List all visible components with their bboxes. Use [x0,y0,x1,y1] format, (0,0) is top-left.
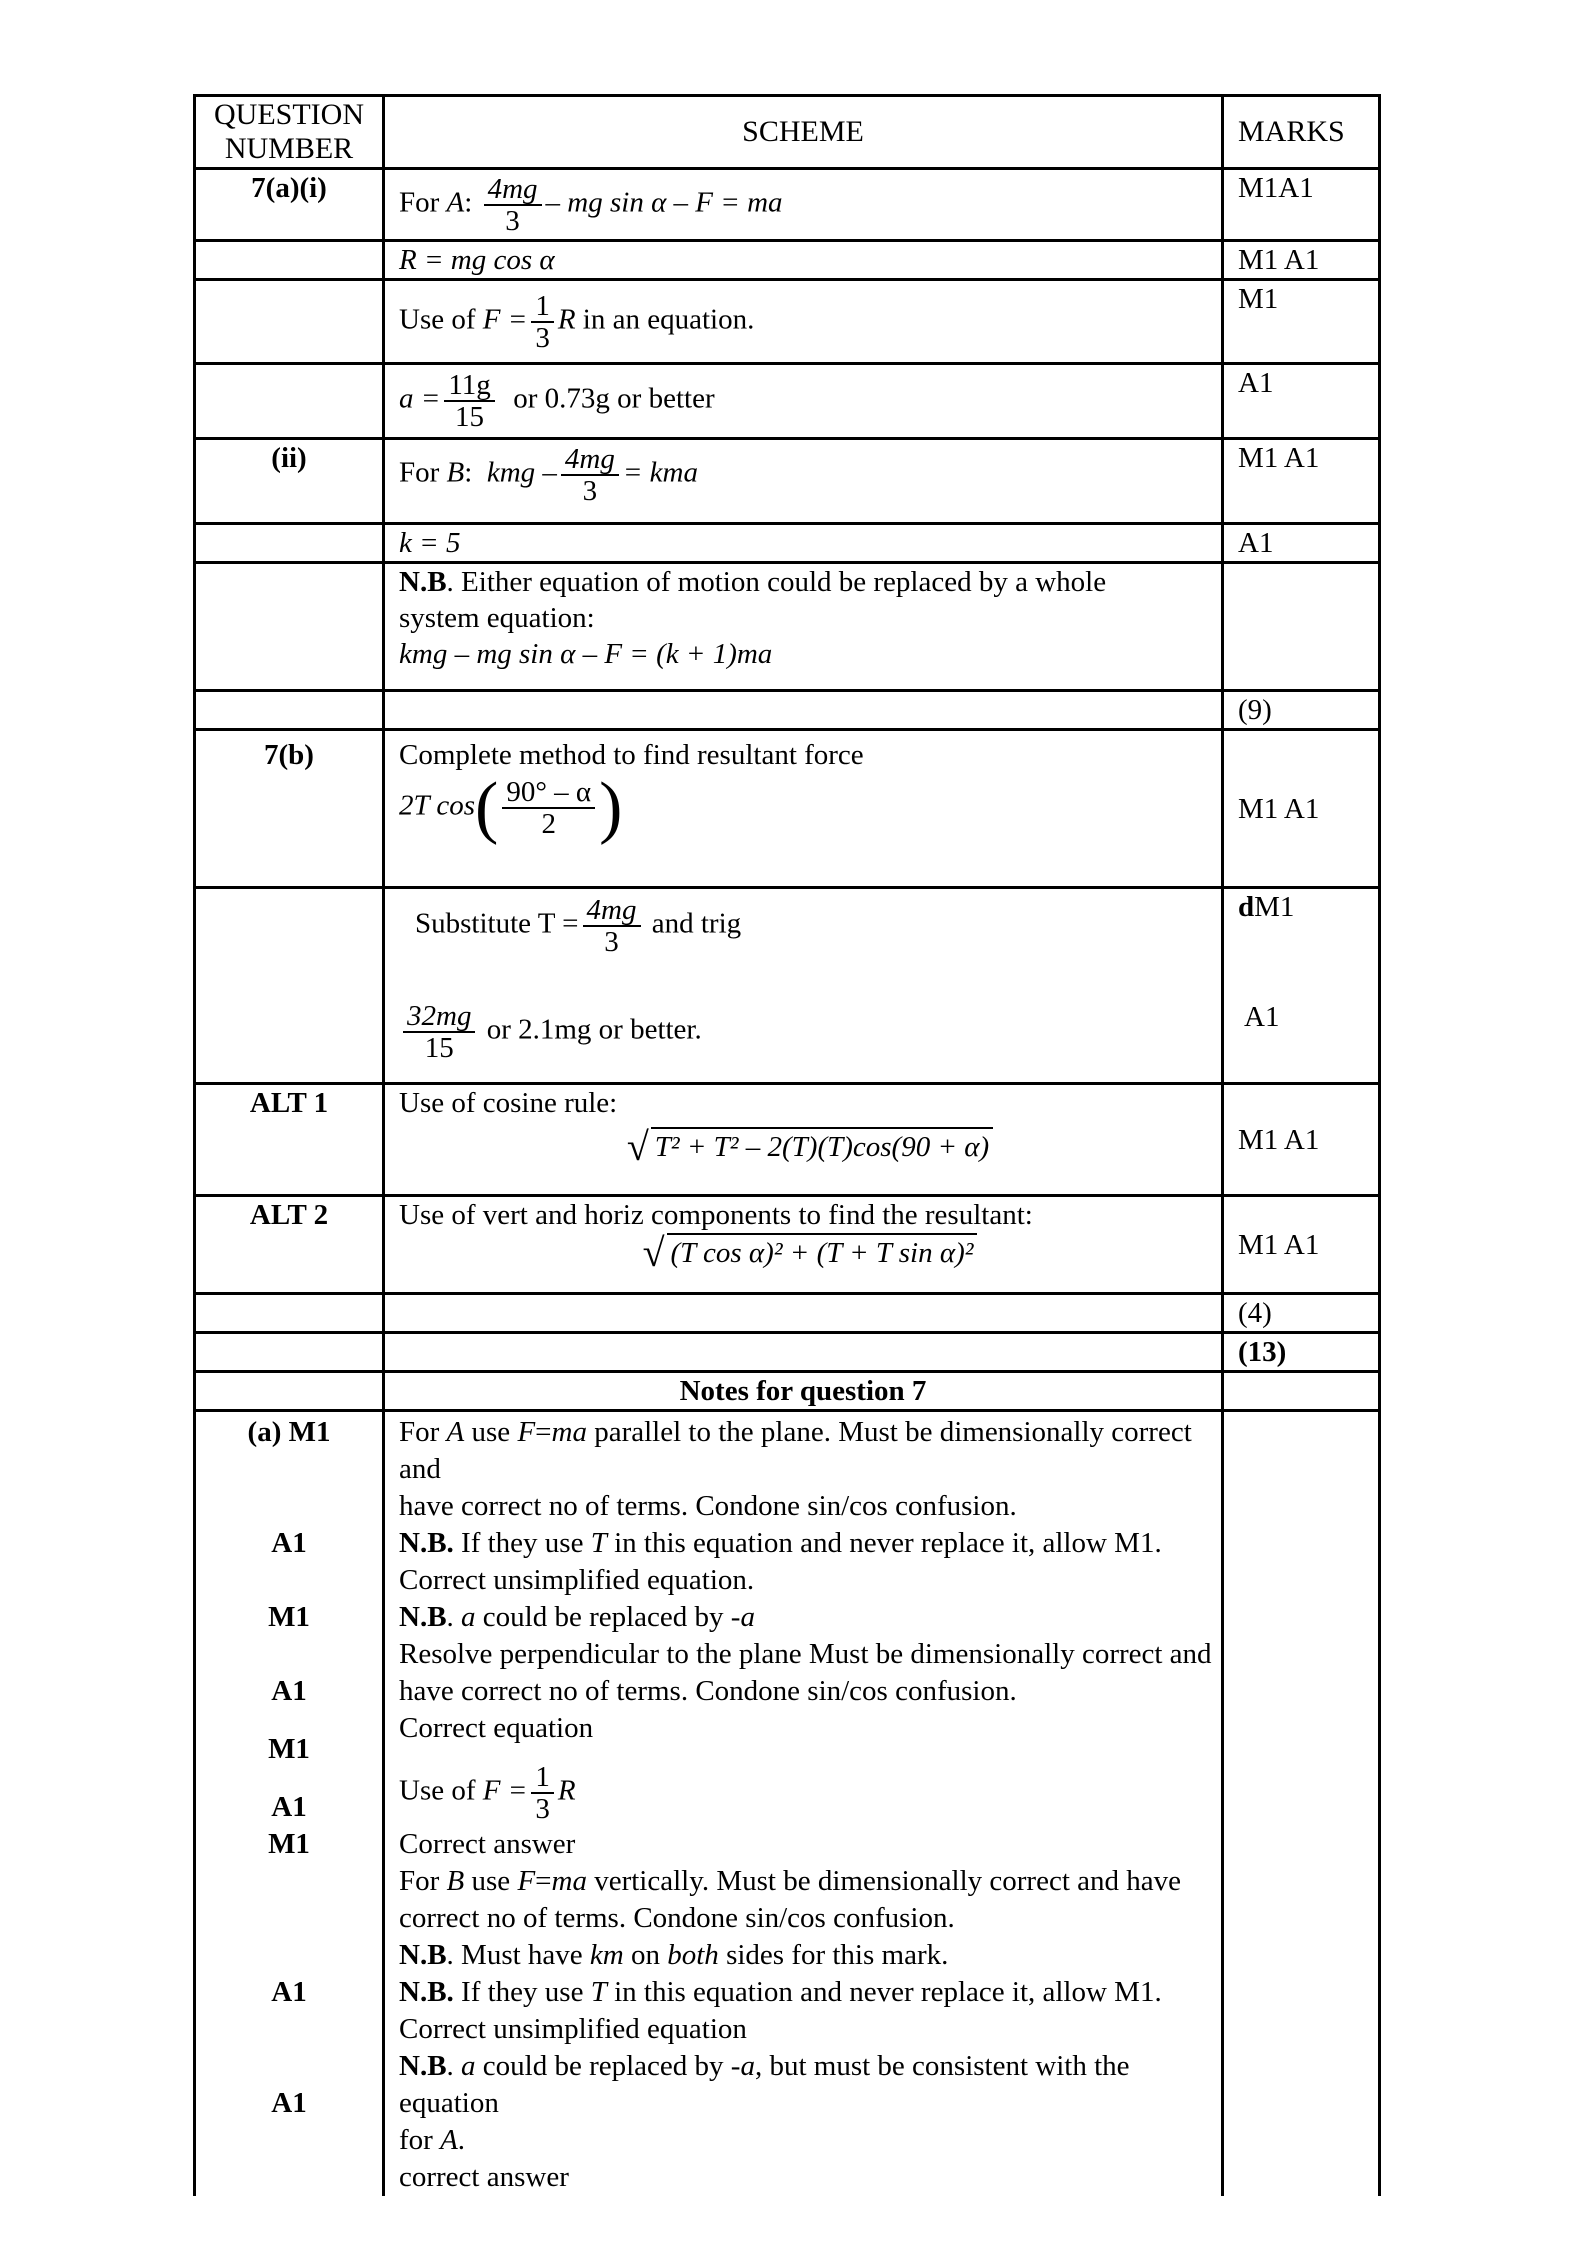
scheme-text: For [399,456,447,489]
note-item [399,1414,1221,1562]
marks-cell: M1 A1 [1223,241,1380,280]
header-question-number [195,96,384,169]
marks-bold-prefix: d [1238,891,1255,923]
marks-cell: M1 A1 [1223,730,1380,888]
scheme-formula: kmg – [486,456,557,489]
scheme-text: . Either equation of motion could be replaced by a whole [446,566,1107,598]
sqrt-icon: √ [626,1124,649,1169]
marks-cell: A1 [1223,524,1380,563]
scheme-text: For [399,186,447,219]
note-line: For A use F=ma parallel to the plane. Must be dimensionally correct and [399,1416,1192,1485]
fraction-numerator: 4mg [583,895,641,927]
empty-cell [195,1372,384,1411]
scheme-formula: 2T cos [399,789,476,822]
marks-total: (9) [1223,691,1380,730]
notes-header-row [195,1372,1380,1411]
question-label [195,241,384,280]
scheme-formula: F = [482,303,528,336]
scheme-var: A [446,186,465,219]
fraction-denominator: 15 [455,401,485,433]
scheme-formula: T² + T² – 2(T)(T)cos(90 + α) [651,1127,993,1165]
marks-cell: M1 A1 [1223,439,1380,524]
fraction [531,291,554,353]
scheme-cell [384,888,1223,1084]
note-line: correct answer [399,2161,569,2193]
right-paren: ) [599,769,623,846]
fraction [583,895,641,957]
fraction-denominator: 3 [535,321,550,354]
fraction [403,1001,475,1063]
fraction [561,444,619,506]
question-label: (ii) [195,439,384,524]
note-label: M1 [268,1828,310,1860]
question-label: 7(a)(i) [195,169,384,241]
note-line: Correct answer [399,1828,576,1860]
scheme-formula: – mg sin α – F = ma [545,186,783,219]
scheme-formula-line [399,1124,1221,1169]
note-line: N.B. Must have km on both sides for this mark. [399,1939,949,1971]
note-label: A1 [271,1527,307,1559]
question-label [195,563,384,691]
fraction-denominator: 3 [505,205,520,237]
marks-cell: M1A1 [1223,169,1380,241]
note-line: Correct unsimplified equation [399,2013,747,2045]
table-row [195,1196,1380,1294]
fraction [484,174,542,236]
scheme-formula: R = mg cos α [384,241,1223,280]
note-line: N.B. If they use T in this equation and never replace it, allow M1. [399,1527,1162,1559]
scheme-text: or 2.1mg or better. [486,1013,702,1046]
fraction-numerator: 1 [531,291,554,323]
note-label: A1 [271,1976,307,2008]
notes-labels [195,1411,384,2197]
scheme-cell [384,280,1223,364]
question-label: ALT 2 [195,1196,384,1294]
note-item [399,1863,1221,2011]
scheme-formula: k = 5 [384,524,1223,563]
scheme-text: Complete method to find resultant force [399,739,864,771]
fraction [444,370,494,432]
note-formula: R [557,1774,576,1807]
table-row [195,888,1380,1084]
question-label [195,1333,384,1372]
note-formula: F = [482,1774,528,1807]
fraction-numerator: 11g [444,370,494,402]
table-row [195,439,1380,524]
notes-title: Notes for question 7 [384,1372,1223,1411]
fraction [502,777,595,839]
note-label: M1 [268,1601,310,1633]
scheme-formula: R [557,303,576,336]
note-item [399,1562,1221,1636]
scheme-text: Substitute T = [415,907,579,940]
fraction-numerator: 4mg [561,444,619,476]
note-label: M1 [268,1733,310,1765]
fraction-denominator: 3 [604,926,619,958]
mark-scheme-table [193,94,1381,2196]
scheme-cell [384,1084,1223,1196]
fraction-numerator: 90° – α [502,777,595,809]
scheme-cell [384,691,1223,730]
note-line: Correct unsimplified equation. [399,1564,755,1596]
table-row [195,241,1380,280]
question-label [195,524,384,563]
scheme-cell [384,1333,1223,1372]
question-label [195,364,384,439]
note-line: have correct no of terms. Condone sin/cos confusion. [399,1675,1017,1707]
scheme-formula: kmg – mg sin α – F = (k + 1)ma [399,638,773,670]
note-label: A1 [271,1675,307,1707]
header-question-line1: QUESTION [214,98,364,131]
scheme-formula-line [399,895,1221,957]
fraction-denominator: 15 [424,1032,454,1064]
scheme-text: Use of [399,303,483,336]
note-item [399,1762,1221,1826]
marks-text: M1 [1254,891,1295,923]
scheme-text: : [464,456,473,489]
scheme-formula-line [399,1230,1221,1275]
scheme-text: Use of vert and horiz components to find the resultant: [399,1199,1033,1231]
scheme-cell [384,563,1223,691]
question-label: ALT 1 [195,1084,384,1196]
note-line: Resolve perpendicular to the plane Must be dimensionally correct and [399,1638,1212,1670]
scheme-cell [384,169,1223,241]
marks-cell [1223,563,1380,691]
table-row [195,364,1380,439]
marks-cell: M1 [1223,280,1380,364]
notes-text [384,1411,1223,2197]
scheme-text: : [464,186,473,219]
scheme-formula-line [399,769,1221,846]
marks-subtotal: (4) [1223,1294,1380,1333]
notes-row [195,1411,1380,2197]
header-row [195,96,1380,169]
scheme-text: Use of cosine rule: [399,1087,618,1119]
fraction [531,1762,554,1824]
note-line: N.B. a could be replaced by -a, but must be consistent with the equation [399,2050,1130,2119]
scheme-text: in an equation. [575,303,755,336]
fraction-numerator: 4mg [484,174,542,206]
table-row [195,691,1380,730]
scheme-answer-line [399,1001,1221,1063]
marks-cell: A1 [1223,364,1380,439]
note-label: (a) M1 [247,1416,331,1448]
fraction-denominator: 3 [535,1793,550,1825]
scheme-cell [384,1294,1223,1333]
fraction-denominator: 3 [582,475,598,507]
header-marks: MARKS [1223,96,1380,169]
empty-cell [1223,1411,1380,2197]
scheme-formula: a = [399,382,441,415]
question-label: 7(b) [195,730,384,888]
note-line: for A. [399,2124,466,2156]
table-row [195,1084,1380,1196]
scheme-cell [384,1196,1223,1294]
scheme-text: or 0.73g or better [513,382,715,415]
scheme-text: system equation: [399,602,595,634]
nb-label: N.B [399,566,447,598]
note-line: correct no of terms. Condone sin/cos confusion. [399,1902,955,1934]
note-line: N.B. If they use T in this equation and never replace it, allow M1. [399,1976,1162,2008]
table-row [195,563,1380,691]
marks-cell [1223,888,1380,1084]
note-item [399,2159,1221,2196]
sqrt-icon: √ [642,1230,665,1275]
note-label: A1 [271,1791,307,1823]
note-item [399,1826,1221,1863]
scheme-text: and trig [651,907,742,940]
table-row [195,280,1380,364]
nb-line [399,564,1221,600]
fraction-numerator: 1 [531,1762,554,1794]
table-row [195,730,1380,888]
question-label [195,888,384,1084]
note-text: Use of [399,1774,483,1807]
marks-cell: M1 A1 [1223,1084,1380,1196]
note-line: have correct no of terms. Condone sin/cos confusion. [399,1490,1017,1522]
question-label [195,1294,384,1333]
table-row [195,169,1380,241]
scheme-cell [384,364,1223,439]
scheme-cell [384,730,1223,888]
note-line: Correct equation [399,1712,594,1744]
note-item [399,1710,1221,1762]
scheme-cell [384,439,1223,524]
question-label [195,691,384,730]
question-label [195,280,384,364]
header-scheme: SCHEME [384,96,1223,169]
scheme-var: B [446,456,465,489]
table-row [195,1294,1380,1333]
table-row [195,524,1380,563]
fraction-denominator: 2 [541,808,556,840]
note-label: A1 [271,2087,307,2119]
left-paren: ( [475,769,499,846]
empty-cell [1223,1372,1380,1411]
table-row [195,1333,1380,1372]
marks-dm1 [1238,889,1378,925]
marks-a1: A1 [1244,1001,1280,1033]
fraction-numerator: 32mg [403,1001,475,1033]
note-item [399,1636,1221,1710]
marks-cell: M1 A1 [1223,1196,1380,1294]
note-line: For B use F=ma vertically. Must be dimensionally correct and have [399,1865,1182,1897]
marks-total: (13) [1223,1333,1380,1372]
note-line: N.B. a could be replaced by -a [399,1601,755,1633]
scheme-formula: = kma [622,456,698,489]
note-item [399,2011,1221,2159]
scheme-formula: (T cos α)² + (T + T sin α)² [667,1233,978,1271]
header-question-line2: NUMBER [224,132,354,165]
